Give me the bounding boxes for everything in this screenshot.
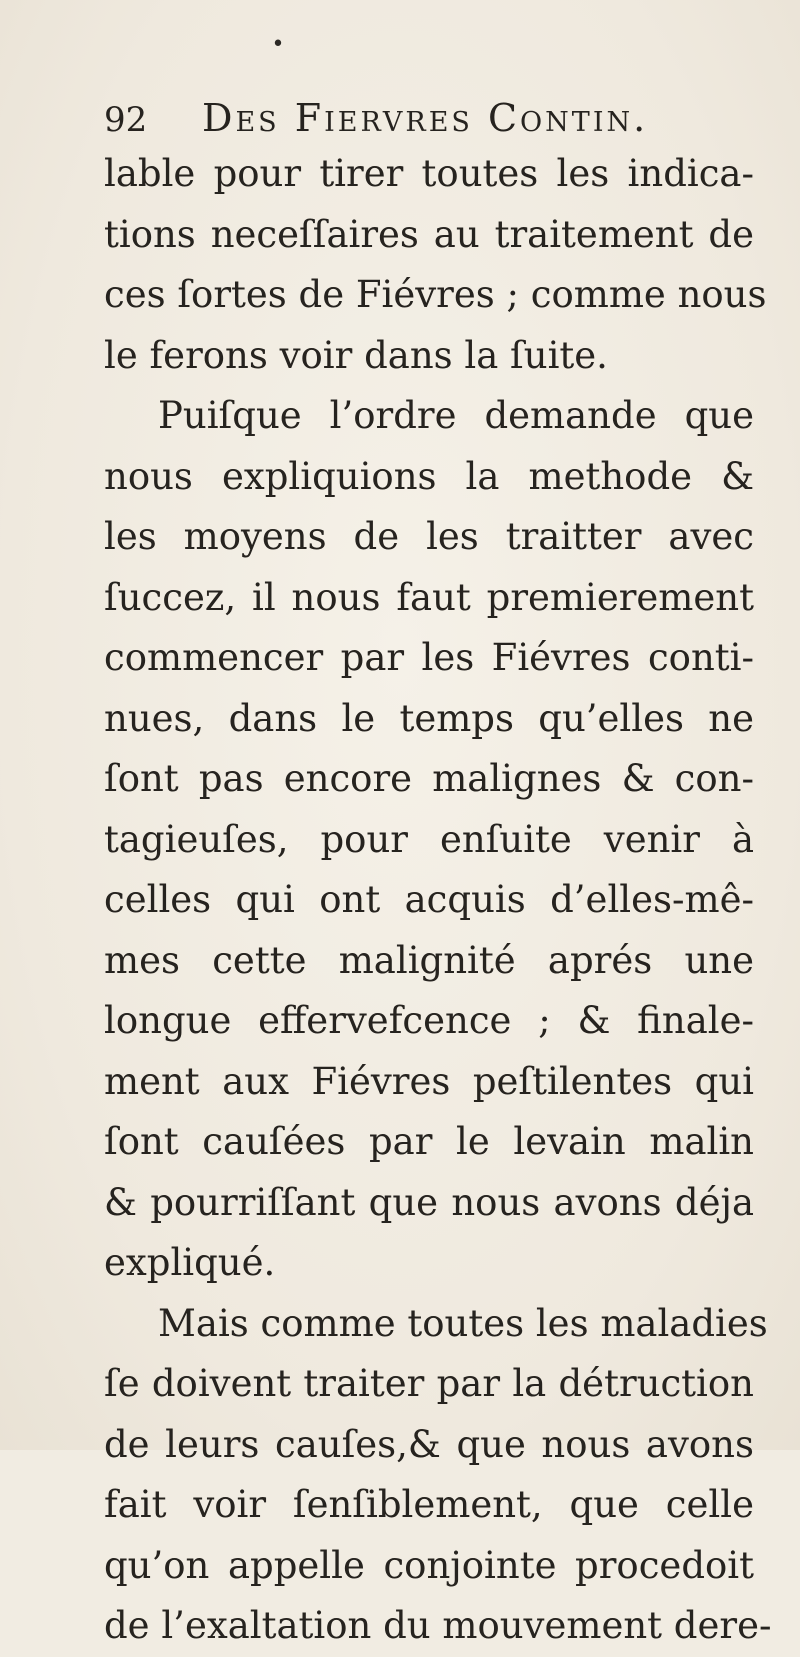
printer-ornament: • <box>271 32 285 57</box>
text-line: fait voir ſenſiblement, que celle <box>104 1483 754 1526</box>
text-line: mes cette malignité aprés une <box>104 938 754 982</box>
text-line: nues, dans le temps qu’elles ne <box>104 696 754 740</box>
text-line: nous expliquions la methode & <box>104 454 754 498</box>
text-line: ſuccez, il nous faut premierement <box>104 575 754 619</box>
text-line: longue effervefcence ; & finale- <box>104 999 754 1042</box>
text-line: ſont pas encore malignes & con- <box>104 757 754 800</box>
text-line: les moyens de les traitter avec <box>104 515 754 558</box>
text-line: & pourriſſant que nous avons déja <box>104 1180 754 1224</box>
text-line: ſe doivent traiter par la détruction <box>104 1362 754 1405</box>
text-line: tions neceſſaires au traitement de <box>104 212 754 256</box>
text-line: de l’exaltation du mouvement dere- <box>104 1604 772 1647</box>
text-line: ces ſortes de Fiévres ; comme nous <box>104 273 767 316</box>
body-text <box>104 144 772 1657</box>
text-line: tagieuſes, pour enſuite venir à <box>104 817 754 861</box>
text-line: commencer par les Fiévres conti- <box>104 636 754 679</box>
text-line: expliqué. <box>104 1241 276 1284</box>
text-line: le ferons voir dans la ſuite. <box>104 333 608 377</box>
page-header <box>104 92 784 144</box>
text-line: de leurs cauſes,& que nous avons <box>104 1422 754 1466</box>
text-line: Puiſque l’ordre demande que <box>158 394 754 437</box>
text-line: qu’on appelle conjointe procedoit <box>104 1543 754 1587</box>
text-line: celles qui ont acquis d’elles-mê- <box>104 878 754 921</box>
page-number: 92 <box>104 100 148 140</box>
text-line: lable pour tirer toutes les indica- <box>104 152 754 195</box>
running-head: Des Fiervres Contin. <box>202 96 649 140</box>
text-line: ſont cauſées par le levain malin <box>104 1120 754 1163</box>
text-line: Mais comme toutes les maladies <box>158 1301 768 1345</box>
text-line: ment aux Fiévres peſtilentes qui <box>104 1059 754 1103</box>
